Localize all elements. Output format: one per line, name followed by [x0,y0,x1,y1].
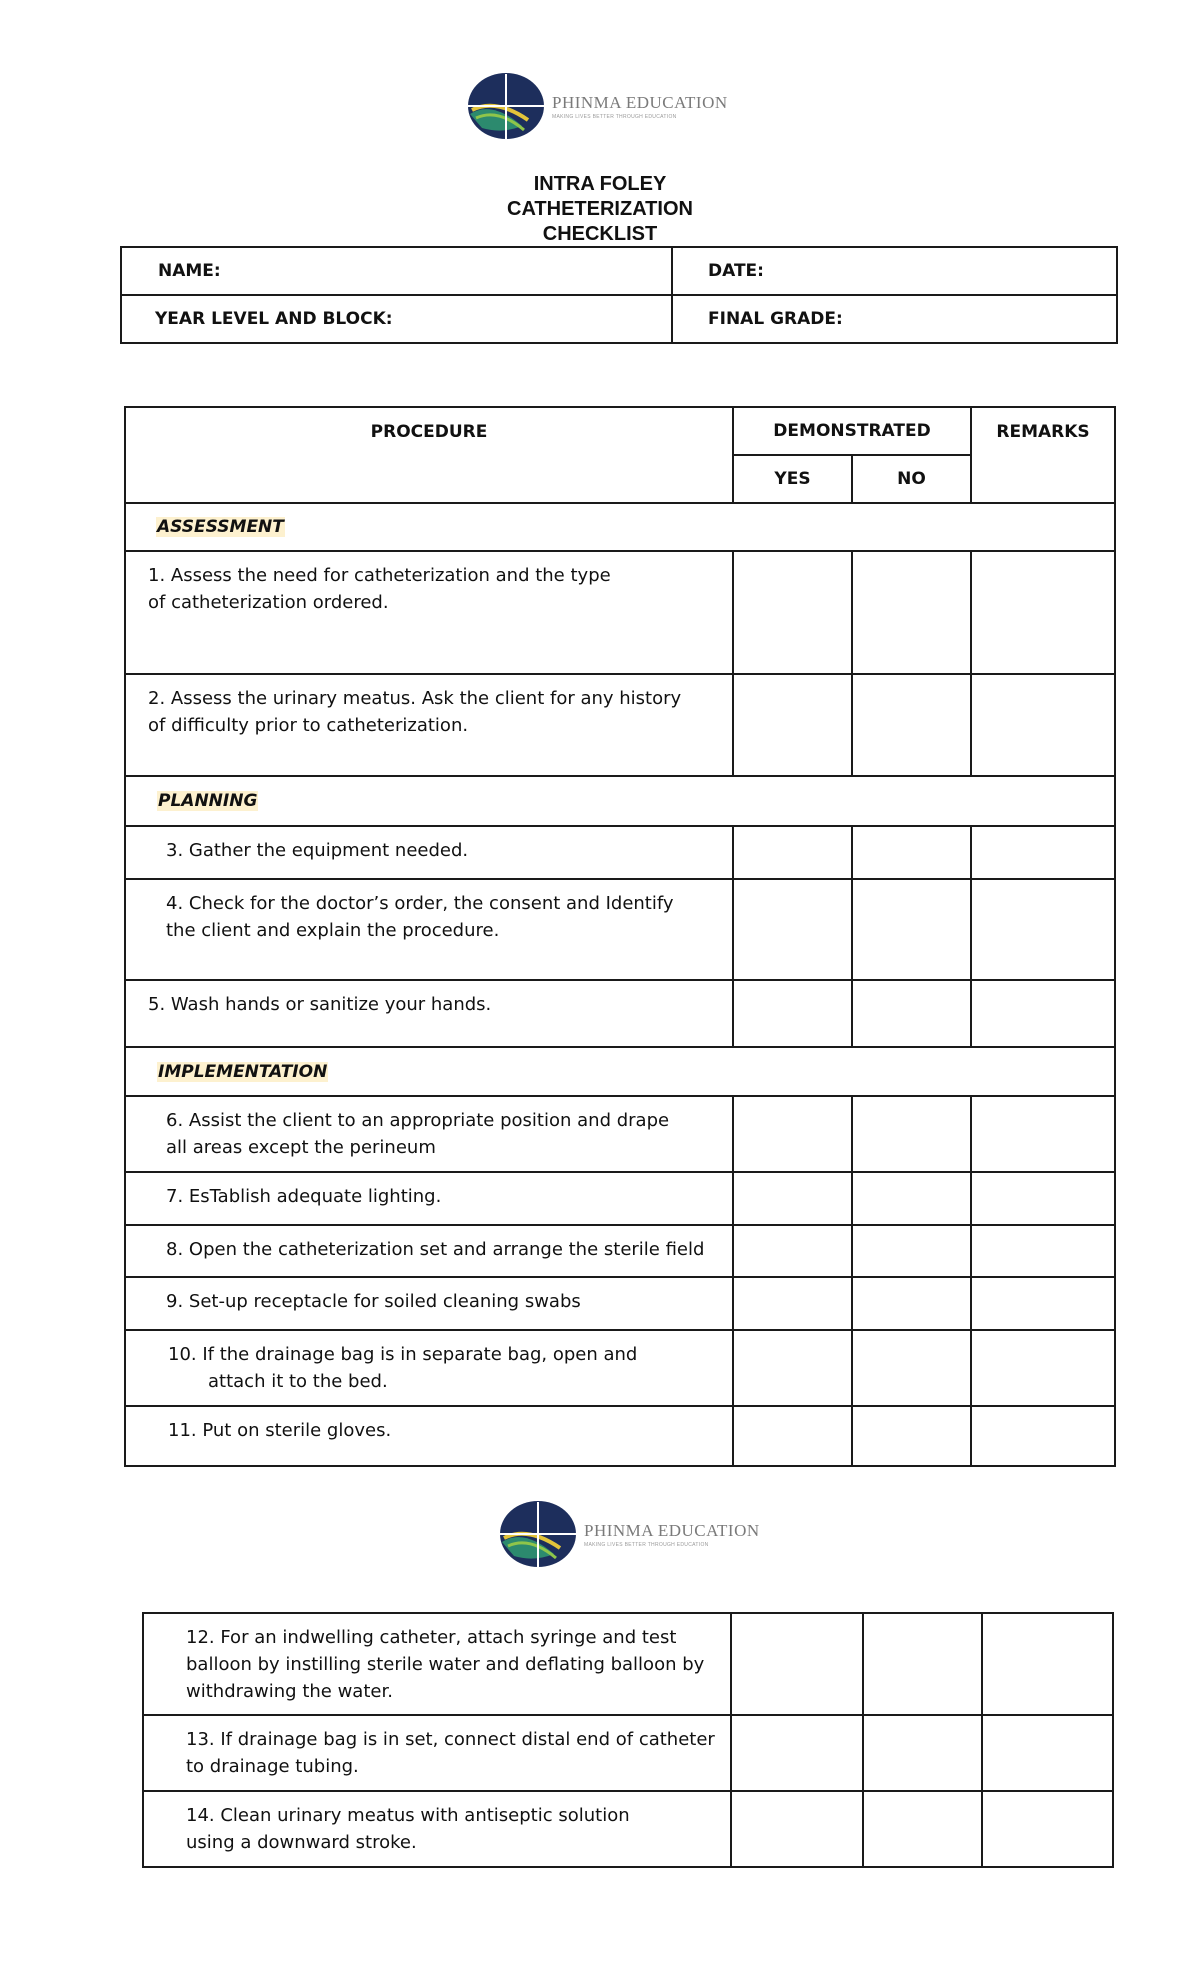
step-10: 10. If the drainage bag is in separate bag, open and attach it to the bed. [125,1330,733,1406]
logo-tagline: MAKING LIVES BETTER THROUGH EDUCATION [584,1541,709,1548]
student-info-table [120,246,1118,344]
step-14-remarks-cell[interactable] [982,1791,1113,1867]
step-1-remarks-cell[interactable] [971,551,1115,674]
step-5-yes-cell[interactable] [733,980,852,1047]
step-12: 12. For an indwelling catheter, attach syringe and test balloon by instilling sterile water and deflating balloon by withdrawing the water. [143,1613,731,1715]
step-6-remarks-cell[interactable] [971,1096,1115,1172]
section-assessment: ASSESSMENT [125,503,1115,551]
step-11-yes-cell[interactable] [733,1406,852,1466]
step-6: 6. Assist the client to an appropriate position and drape all areas except the perineum [125,1096,733,1172]
step-10-remarks-cell[interactable] [971,1330,1115,1406]
procedure-header: PROCEDURE [125,407,733,503]
step-2: 2. Assess the urinary meatus. Ask the client for any history of difficulty prior to catheterization. [125,674,733,776]
step-7: 7. EsTablish adequate lighting. [125,1172,733,1225]
step-13-no-cell[interactable] [863,1715,982,1791]
step-13: 13. If drainage bag is in set, connect distal end of catheter to drainage tubing. [143,1715,731,1791]
section-implementation: IMPLEMENTATION [125,1047,1115,1096]
step-9: 9. Set-up receptacle for soiled cleaning swabs [125,1277,733,1330]
year-level-field[interactable] [121,295,672,343]
demonstrated-header: DEMONSTRATED [733,407,971,455]
step-2-yes-cell[interactable] [733,674,852,776]
step-3: 3. Gather the equipment needed. [125,826,733,879]
step-12-remarks-cell[interactable] [982,1613,1113,1715]
phinma-globe-icon [462,70,548,142]
logo-tagline: MAKING LIVES BETTER THROUGH EDUCATION [552,113,677,120]
step-10-yes-cell[interactable] [733,1330,852,1406]
step-9-remarks-cell[interactable] [971,1277,1115,1330]
step-14-yes-cell[interactable] [731,1791,863,1867]
step-12-yes-cell[interactable] [731,1613,863,1715]
step-3-yes-cell[interactable] [733,826,852,879]
step-11-remarks-cell[interactable] [971,1406,1115,1466]
remarks-header: REMARKS [971,407,1115,503]
step-6-yes-cell[interactable] [733,1096,852,1172]
step-1: 1. Assess the need for catheterization and the type of catheterization ordered. [125,551,733,674]
no-header: NO [852,455,971,503]
step-4-yes-cell[interactable] [733,879,852,980]
step-5-remarks-cell[interactable] [971,980,1115,1047]
checklist-table [124,406,1116,1467]
step-10-no-cell[interactable] [852,1330,971,1406]
step-8-yes-cell[interactable] [733,1225,852,1277]
phinma-logo-bottom [494,1498,760,1570]
title-line-1: INTRA FOLEY [533,173,667,195]
step-4: 4. Check for the doctor’s order, the consent and Identify the client and explain the procedure. [125,879,733,980]
step-7-no-cell[interactable] [852,1172,971,1225]
checklist-table-continued [142,1612,1114,1868]
step-3-remarks-cell[interactable] [971,826,1115,879]
phinma-logo-top [462,70,728,142]
step-12-no-cell[interactable] [863,1613,982,1715]
step-11-no-cell[interactable] [852,1406,971,1466]
name-label: NAME: [158,261,221,281]
step-4-no-cell[interactable] [852,879,971,980]
final-grade-label: FINAL GRADE: [708,309,843,329]
logo-name: PHINMA EDUCATION [584,1520,760,1540]
step-11: 11. Put on sterile gloves. [125,1406,733,1466]
step-8-remarks-cell[interactable] [971,1225,1115,1277]
logo-name: PHINMA EDUCATION [552,92,728,112]
title-line-2: CATHETERIZATION [507,198,693,220]
step-14: 14. Clean urinary meatus with antiseptic solution using a downward stroke. [143,1791,731,1867]
step-13-yes-cell[interactable] [731,1715,863,1791]
step-14-no-cell[interactable] [863,1791,982,1867]
final-grade-field[interactable] [672,295,1117,343]
title-line-3: CHECKLIST [542,223,658,245]
step-2-no-cell[interactable] [852,674,971,776]
section-planning: PLANNING [125,776,1115,826]
step-9-yes-cell[interactable] [733,1277,852,1330]
step-1-yes-cell[interactable] [733,551,852,674]
date-field[interactable] [672,247,1117,295]
step-13-remarks-cell[interactable] [982,1715,1113,1791]
step-5-no-cell[interactable] [852,980,971,1047]
step-3-no-cell[interactable] [852,826,971,879]
phinma-globe-icon [494,1498,580,1570]
yes-header: YES [733,455,852,503]
date-label: DATE: [708,261,764,281]
step-9-no-cell[interactable] [852,1277,971,1330]
name-field[interactable] [121,247,672,295]
step-1-no-cell[interactable] [852,551,971,674]
step-8-no-cell[interactable] [852,1225,971,1277]
step-5: 5. Wash hands or sanitize your hands. [125,980,733,1047]
step-8: 8. Open the catheterization set and arrange the sterile field [125,1225,733,1277]
year-level-label: YEAR LEVEL AND BLOCK: [155,309,393,329]
step-2-remarks-cell[interactable] [971,674,1115,776]
step-4-remarks-cell[interactable] [971,879,1115,980]
step-7-yes-cell[interactable] [733,1172,852,1225]
page-title [0,172,1200,247]
step-7-remarks-cell[interactable] [971,1172,1115,1225]
step-6-no-cell[interactable] [852,1096,971,1172]
